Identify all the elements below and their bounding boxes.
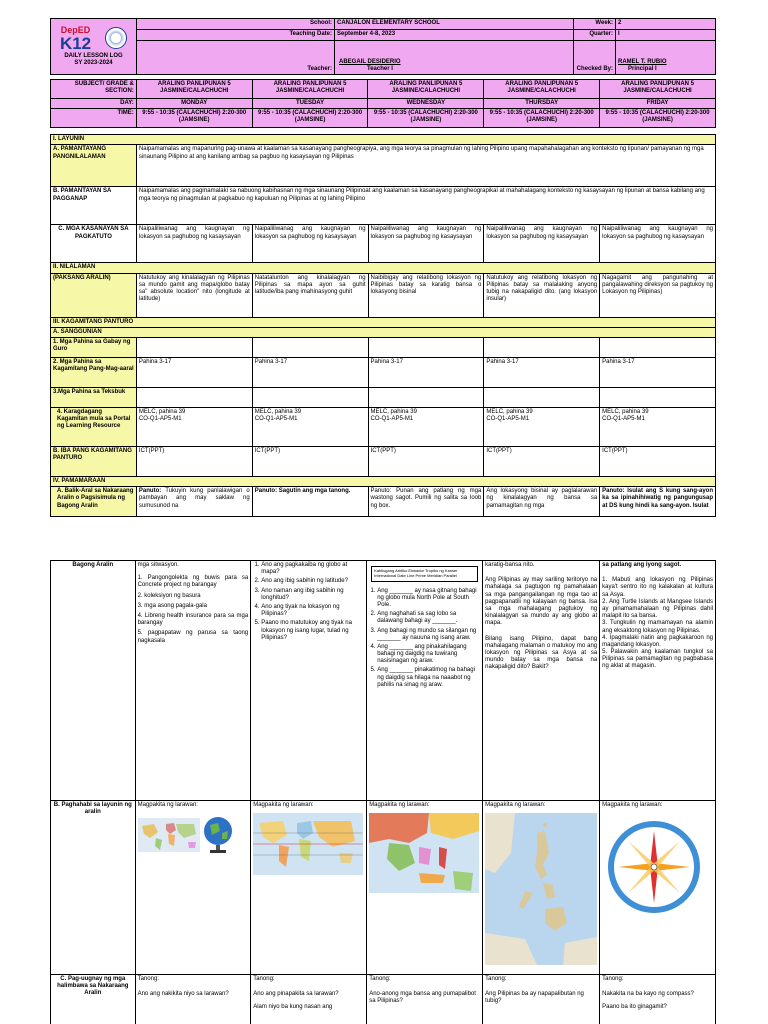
ict-wed: ICT(PPT) xyxy=(368,446,484,476)
schedule-table xyxy=(50,79,716,128)
paksang-fri: Nagagamit ang pangunahing at pangalawahing direksyon sa pagtukoy ng Lokasyon ng Pilipinas) xyxy=(600,273,716,317)
melc-mon: MELC, pahina 39 CO-Q1-AP5-M1 xyxy=(136,407,252,446)
school-year: SY 2023-2024 xyxy=(74,60,113,67)
kasanayan-tue: Naipaliliwanag ang kaugnayan ng lokasyon sa paghubog ng kasaysayan xyxy=(252,225,368,263)
pagganap-label: B. PAMANTAYAN SA PAGGANAP xyxy=(51,187,137,225)
pahina-tue: Pahina 3-17 xyxy=(252,357,368,387)
day-wednesday: WEDNESDAY xyxy=(368,99,484,109)
quarter-label: Quarter: xyxy=(574,30,616,41)
bagong-tue: 1. Ano ang pagkakaiba ng globo at mapa? 2. Ano ang ibig sabihin ng latitude? 3. Ano naman ang ibig sabihin ng longhitud? 4. Ano ang tiyak na lokasyon ng Pilipinas? 5. Paano mo matutukoy ang tiyak na lokasyon ng isang lugar, tulad ng Pilipinas? xyxy=(251,561,367,801)
day-thursday: THURSDAY xyxy=(484,99,600,109)
time-tue: 9:55 - 10:35 (CALACHUCHI) 2:20-300 (JAMSINE) xyxy=(252,109,368,128)
subject-label: SUBJECT/ GRADE & SECTION: xyxy=(51,80,137,99)
lesson-log-page-1 xyxy=(50,18,716,517)
bagong-wed: Kabilugang Arktiko Ekwador Tropiko ng Kanser International Date Line Prime Meridian Parallel 1. Ang _______ ay nasa gitnang bahagi ng globo mula North Pole at South Pole. 2. Ang naghahati sa sag lobo sa dalawang bahagi ay _______. 3. Ang bahagi ng mundo sa silangan ng _______ ay nauuna ng isang araw. 4. Ang _______ ang pinakahilagang bahagi ng daigdig na tuwirang nasisinagan ng araw. 5. Ang _______ pinakatimog na bahagi ng daigdig sa hilaga na naaabot ng pahilis na sinag ng araw. xyxy=(367,561,483,801)
subject-fri: ARALING PANLIPUNAN 5 JASMINE/CALACHUCHI xyxy=(600,80,716,99)
word-box: Kabilugang Arktiko Ekwador Tropiko ng Kanser International Date Line Prime Meridian Parallel xyxy=(371,566,478,582)
subject-wed: ARALING PANLIPUNAN 5 JASMINE/CALACHUCHI xyxy=(368,80,484,99)
day-monday: MONDAY xyxy=(136,99,252,109)
pamantayang-text: Naipamamalas ang mapanuring pag-unawa at kaalaman sa kasanayang pangheograpiya, ang mga teorya sa pinagmulan ng lahing Pilipino upang mapahahalagahan ang konteksto ng lipunan/ pamayanan ng mga sinaunang Pilipino at ang kanilang ambag sa pagbuo ng kasaysayan ng Pilipinas xyxy=(136,145,715,187)
time-fri: 9:55 - 10:35 (CALACHUCHI) 2:20-300 (JAMSINE) xyxy=(600,109,716,128)
logo-cell xyxy=(51,19,137,75)
section-sanggunian: A. SANGGUNIAN xyxy=(51,327,716,337)
kasanayan-label: C. MGA KASANAYAN SA PAGKATUTO xyxy=(51,225,137,263)
paghahabi-thu: Magpakita ng larawan: xyxy=(483,801,600,975)
section-layunin: I. LAYUNIN xyxy=(51,135,716,145)
ict-mon: ICT(PPT) xyxy=(136,446,252,476)
paksang-label: (PAKSANG ARALIN) xyxy=(51,273,137,317)
pahina-fri: Pahina 3-17 xyxy=(600,357,716,387)
ict-fri: ICT(PPT) xyxy=(600,446,716,476)
gabay-label: 1. Mga Pahina sa Gabay ng Guro xyxy=(51,337,137,357)
lesson-log-page-2 xyxy=(50,560,716,1024)
teacher-position: Teacher I xyxy=(367,65,393,72)
karagdagang-label: 4. Karagdagang Kagamitan mula sa Portal ng Learning Resource xyxy=(51,407,137,446)
bagong-thu: karatig-bansa nito. Ang Pilipinas ay may sariling teritoryo na mahalaga sa pagtugon ng pamahalaan sa mga pangangailangan ng mga tao at pagpapanatili ng kalayaan ng bansa. Isa sa mga mahalagang pagtukoy ng kinalalagyan sa mundo ay ang globo at mapa. Bilang isang Pilipino, dapat bang mahalagang malaman o matukoy mo ang lokasyon ng Pilipinas sa Asya at sa mundo batay sa mga bansa na nakapaligid dito? Bakit? xyxy=(483,561,600,801)
bagong-label: Bagong Aralin xyxy=(51,561,136,801)
teaching-date: September 4-8, 2023 xyxy=(335,30,574,41)
balik-fri: Panuto: Isulat ang S kung sang-ayon ka sa ipinahihiwatig ng pangungusap at DS kung hindi ka sang-ayon. Isulat xyxy=(600,487,716,517)
deped-logo: DepED xyxy=(60,25,91,36)
world-map-image xyxy=(138,818,200,852)
kasanayan-thu: Naipaliliwanag ang kaugnayan ng lokasyon sa paghubog ng kasaysayan xyxy=(484,225,600,263)
paghahabi-fri: Magpakita ng larawan: xyxy=(600,801,716,975)
ict-tue: ICT(PPT) xyxy=(252,446,368,476)
pamantayang-label: A. PAMANTAYANG PANGNILALAMAN xyxy=(51,145,137,187)
melc-tue: MELC, pahina 39 CO-Q1-AP5-M1 xyxy=(252,407,368,446)
paguugnay-fri: Tanong: Nakakita na ba kayo ng compass? Paano ba ito ginagamit? xyxy=(600,975,716,1024)
section-pamamaraan: IV. PAMAMARAAN xyxy=(51,476,716,486)
week-value: 2 xyxy=(616,19,716,30)
pagganap-text: Naipamamalas ang pagmamalaki sa nabuong kabihasnan ng mga sinaunang Pilipinoat ang kaalaman sa kasanayang pangheograpikal at mahahalagang konteksto ng kasaysayan ng lipunan at bansa kabilang ang mga teorya ng pinagmulan at pagkabuo ng kapuluan ng Pilipinas at ng lahing Pilipino xyxy=(136,187,715,225)
kasanayan-mon: Naipaliliwanag ang kaugnayan ng lokasyon sa paghubog ng kasaysayan xyxy=(136,225,252,263)
teksbuk-label: 3.Mga Pahina sa Teksbuk xyxy=(51,387,137,407)
bagong-mon: mga sitwasyon. 1. Pangongolekta ng buwis para sa Concrete project ng barangay 2. koleksiyon ng basura 3. mga asong pagala-gala 4. Libreng health insurance para sa mga barangay 5. pagpapataw ng parusa sa taong nagkasala xyxy=(135,561,251,801)
paksang-thu: Natutukoy ang relatibong lokasyon ng Pilipinas batay sa malalaking anyong tubig na nakapaligid dito. (ang lokasyon insular) xyxy=(484,273,600,317)
subject-tue: ARALING PANLIPUNAN 5 JASMINE/CALACHUCHI xyxy=(252,80,368,99)
paksang-mon: Natutukoy ang kinalalagyan ng Pilipinas sa mundo gamit ang mapa/globo batay sa" absolute location" nito (longitude at latitude) xyxy=(136,273,252,317)
paghahabi-wed: Magpakita ng larawan: xyxy=(367,801,483,975)
subject-mon: ARALING PANLIPUNAN 5 JASMINE/CALACHUCHI xyxy=(136,80,252,99)
paguugnay-thu: Tanong: Ang Pilipinas ba ay napapalibutan ng tubig? xyxy=(483,975,600,1024)
section-nilalaman: II. NILALAMAN xyxy=(51,263,716,273)
paghahabi-label: B. Paghahabi sa layunin ng aralin xyxy=(51,801,136,975)
section-kagamitan: III. KAGAMITANG PANTURO xyxy=(51,317,716,327)
week-label: Week: xyxy=(574,19,616,30)
day-friday: FRIDAY xyxy=(600,99,716,109)
paksang-wed: Naibibigay ang relatibong lokasyon ng Pilipinas batay sa karatig bansa o lokasyong bisinal xyxy=(368,273,484,317)
paghahabi-mon: Magpakita ng larawan: xyxy=(135,801,251,975)
balik-wed: Panuto: Punan ang patlang ng mga wastong sagot. Pumili ng salita sa loob ng box. xyxy=(368,487,484,517)
pahina-wed: Pahina 3-17 xyxy=(368,357,484,387)
checker-position: Principal I xyxy=(628,65,657,72)
subject-thu: ARALING PANLIPUNAN 5 JASMINE/CALACHUCHI xyxy=(484,80,600,99)
school-label: School: xyxy=(253,19,335,30)
bagong-fri: sa patlang ang iyong sagot. 1. Mabuti ang lokasyon ng Pilipinas kaya't sentro ito ng kalakalan at kultura sa Asya. 2. Ang Turtle Islands at Mangsee Islands ay pinamamahalaan ng Pilipinas dahil malapit ito sa bansa. 3. Tungkulin ng mamamayan na alamin ang eksaktong lokasyon ng Pilipinas. 4. Ipagmalaki natin ang pagkakaroon ng magandang lokasyon. 5. Palawakin ang kaalaman tungkol sa Pilipinas sa pamamagitan ng pagbabasa ng aklat at magasin. xyxy=(600,561,716,801)
philippines-map-image xyxy=(485,813,597,965)
pahina-thu: Pahina 3-17 xyxy=(484,357,600,387)
day-label: DAY: xyxy=(51,99,137,109)
ict-thu: ICT(PPT) xyxy=(484,446,600,476)
teacher-name: ABEGAIL DESIDERIO xyxy=(339,58,401,65)
latitude-map-image xyxy=(253,813,363,875)
balik-tue: Panuto: Sagutin ang mga tanong. xyxy=(252,487,368,517)
school-name: CANJALON ELEMENTARY SCHOOL xyxy=(335,19,574,30)
balik-mon: Panuto: Tukuyin kung panlalawigan o pambayan ang may saklaw ng sumusunod na xyxy=(136,487,252,517)
melc-fri: MELC, pahina 39 CO-Q1-AP5-M1 xyxy=(600,407,716,446)
pahina-mon: Pahina 3-17 xyxy=(136,357,252,387)
checked-by-label: Checked By: xyxy=(574,41,616,75)
time-wed: 9:55 - 10:35 (CALACHUCHI) 2:20-300 (JAMSINE) xyxy=(368,109,484,128)
paguugnay-mon: Tanong: Ano ang nakikita niyo sa larawan? xyxy=(135,975,251,1024)
paksang-tue: Natatalunton ang kinalalagyan ng Pilipinas sa mapa ayon sa guhit latitude/iba pang imahinasyong guhit xyxy=(252,273,368,317)
date-label: Teaching Date: xyxy=(253,30,335,41)
paguugnay-label: C. Pag-uugnay ng mga halimbawa sa Nakaraang Aralin xyxy=(51,975,136,1024)
kagamitan-label: 2. Mga Pahina sa Kagamitang Pang-Mag-aaral xyxy=(51,357,137,387)
teacher-label: Teacher: xyxy=(253,41,335,75)
compass-image xyxy=(602,817,706,917)
paguugnay-tue: Tanong: Ano ang pinapakita sa larawan? Alam niyo ba kung nasan ang xyxy=(251,975,367,1024)
time-label: TIME: xyxy=(51,109,137,128)
globe-image xyxy=(200,815,236,855)
balik-label: A. Balik-Aral sa Nakaraang Aralin o Pagsisimula ng Bagong Aralin xyxy=(51,487,137,517)
iba-label: B. IBA PANG KAGAMITANG PANTURO xyxy=(51,446,137,476)
paguugnay-wed: Tanong: Ano-anong mga bansa ang pumapalibot sa Pilipinas? xyxy=(367,975,483,1024)
lesson-table-2 xyxy=(50,560,716,1024)
paghahabi-tue: Magpakita ng larawan: xyxy=(251,801,367,975)
quarter-value: I xyxy=(616,30,716,41)
melc-thu: MELC, pahina 39 CO-Q1-AP5-M1 xyxy=(484,407,600,446)
day-tuesday: TUESDAY xyxy=(252,99,368,109)
deped-seal-icon xyxy=(105,27,127,49)
time-thu: 9:55 - 10:35 (CALACHUCHI) 2:20-300 (JAMSINE) xyxy=(484,109,600,128)
k12-logo: K12 xyxy=(59,34,92,54)
header-table xyxy=(50,18,716,75)
asia-map-image xyxy=(369,813,479,893)
balik-thu: Ang lokasyong bisinal ay paglalarawan ng kinalalagyan ng bansa sa pamamagitan ng mga xyxy=(484,487,600,517)
kasanayan-wed: Naipaliliwanag ang kaugnayan ng lokasyon sa paghubog ng kasaysayan xyxy=(368,225,484,263)
checker-name: RAMEL T. RUBIO xyxy=(618,58,667,65)
time-mon: 9:55 - 10:35 (CALACHUCHI) 2:20-300 (JAMSINE) xyxy=(136,109,252,128)
lesson-table-1 xyxy=(50,134,716,517)
melc-wed: MELC, pahina 39 CO-Q1-AP5-M1 xyxy=(368,407,484,446)
log-title: DAILY LESSON LOG xyxy=(64,53,123,60)
kasanayan-fri: Naipaliliwanag ang kaugnayan ng lokasyon sa paghubog ng kasaysayan xyxy=(600,225,716,263)
